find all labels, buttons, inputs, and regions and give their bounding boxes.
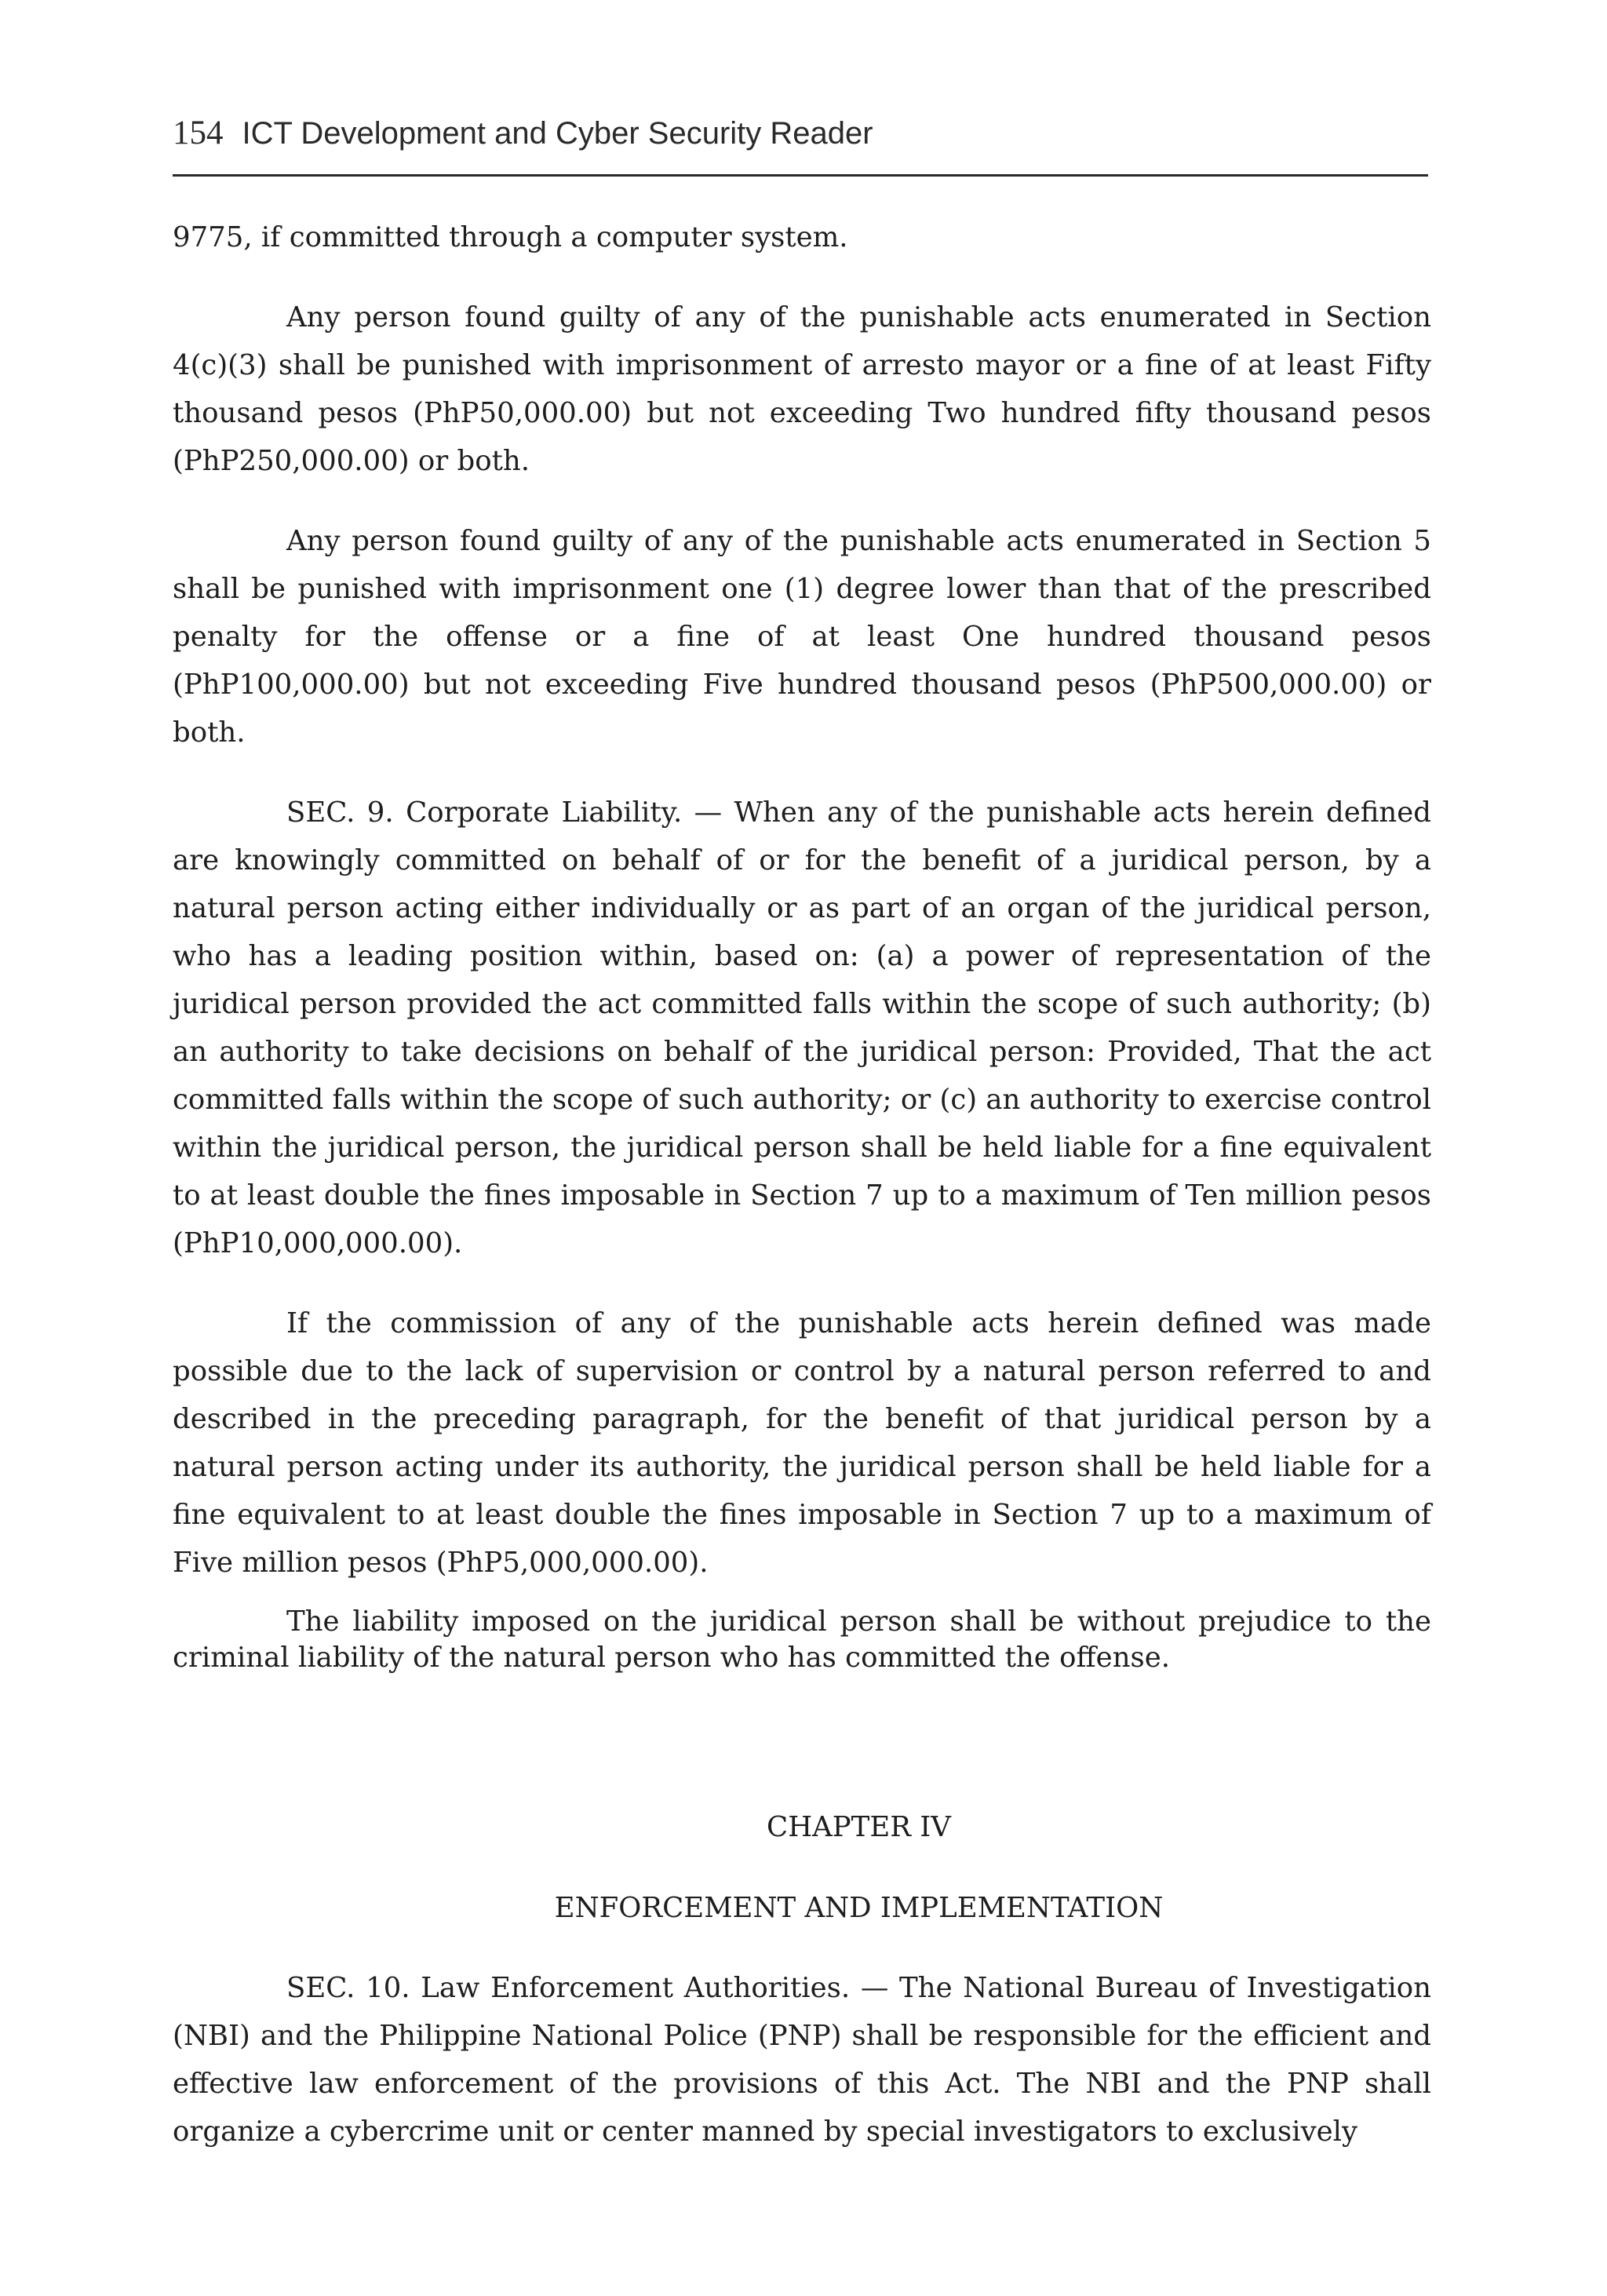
running-title: ICT Development and Cyber Security Reader	[242, 116, 873, 151]
paragraph-penalty-section-5: Any person found guilty of any of the punishable acts enumerated in Section 5 shall be punished with imprisonment one (1) degree lower than that of the prescribed penalty for the offense or a fine of at least One hundred thousand pesos (PhP100,000.00) but not exceeding Five hundred thousand pesos (PhP500,000.00) or both.	[173, 525, 1431, 749]
paragraph-penalty-section-4c3: Any person found guilty of any of the punishable acts enumerated in Section 4(c)(3) shall be punished with imprisonment of arresto mayor or a fine of at least Fifty thousand pesos (PhP50,000.00) but not exceeding Two hundred fifty thousand pesos (PhP250,000.00) or both.	[173, 301, 1431, 477]
paragraph-continuation: 9775, if committed through a computer system.	[173, 221, 848, 253]
paragraph-sec-10-law-enforcement: SEC. 10. Law Enforcement Authorities. — The National Bureau of Investigation (NBI) and the Philippine National Police (PNP) shall be responsible for the efficient and effective law enforcement of the provisions of this Act. The NBI and the PNP shall organize a cybercrime unit or center manned by special investigators to exclusively	[173, 1972, 1431, 2148]
paragraph-sec-9-corporate-liability: SEC. 9. Corporate Liability. — When any of the punishable acts herein defined are knowingly committed on behalf of or for the benefit of a juridical person, by a natural person acting either individually or as part of an organ of the juridical person, who has a leading position within, based on: (a) a power of representation of the juridical person provided the act committed falls within the scope of such authority; (b) an authority to take decisions on behalf of the juridical person: Provided, That the act committed falls within the scope of such authority; or (c) an authority to exercise control within the juridical person, the juridical person shall be held liable for a fine equivalent to at least double the fines imposable in Section 7 up to a maximum of Ten million pesos (PhP10,000,000.00).	[173, 796, 1431, 1259]
chapter-title: ENFORCEMENT AND IMPLEMENTATION	[554, 1892, 1164, 1924]
header-rule	[173, 174, 1428, 177]
page-number: 154	[173, 115, 224, 151]
running-header	[173, 110, 1428, 157]
paragraph-lack-of-supervision: If the commission of any of the punishable acts herein defined was made possible due to the lack of supervision or control by a natural person referred to and described in the preceding paragraph, for the benefit of that juridical person by a natural person acting under its authority, the juridical person shall be held liable for a fine equivalent to at least double the fines imposable in Section 7 up to a maximum of Five million pesos (PhP5,000,000.00).	[173, 1307, 1431, 1579]
body-text	[173, 213, 1431, 2156]
chapter-heading: CHAPTER IV	[767, 1811, 951, 1843]
paragraph-liability-without-prejudice: The liability imposed on the juridical person shall be without prejudice to the criminal liability of the natural person who has committed the offense.	[173, 1605, 1431, 1674]
